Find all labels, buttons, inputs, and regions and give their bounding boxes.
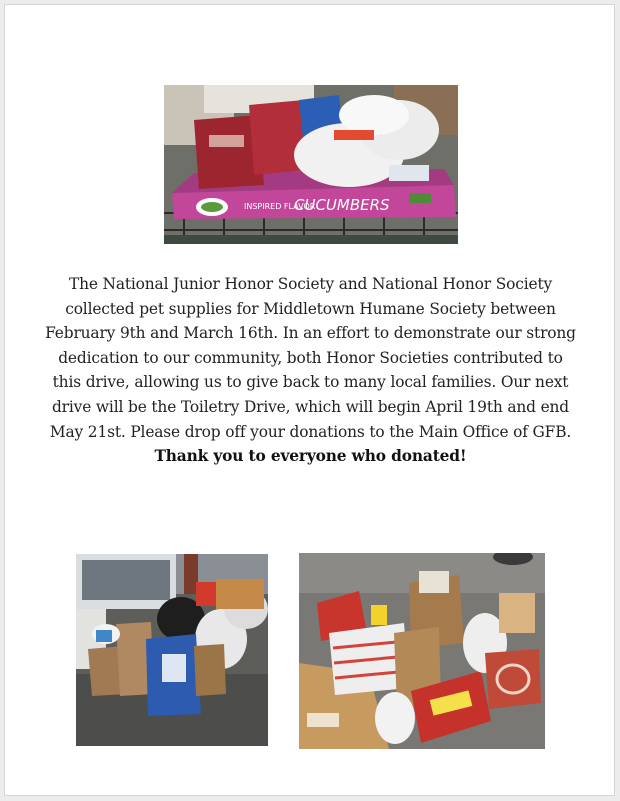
donation-bags-photo-right bbox=[299, 553, 545, 749]
box-label: CUCUMBERS bbox=[294, 196, 390, 214]
donation-box-photo bbox=[164, 85, 458, 244]
donation-bags-photo-left bbox=[76, 554, 268, 746]
thank-you-line: Thank you to everyone who donated! bbox=[154, 447, 467, 466]
announcement-paragraph: The National Junior Honor Society and National Honor Society collected pet supplies for Middletown Humane Society between February 9th and March 16th. In an effort to demonstrate our strong dedication to our community, both Honor Societies contributed to this drive, allowing us to give back to many local families. Our next drive will be the Toiletry Drive, which will begin April 19th and end May 21st. Please drop off your donations to the Main Office of GFB. bbox=[45, 275, 576, 441]
box-sublabel: INSPIRED FLAVOR bbox=[244, 202, 316, 211]
flyer-page bbox=[4, 4, 615, 796]
flyer-body bbox=[45, 272, 576, 469]
